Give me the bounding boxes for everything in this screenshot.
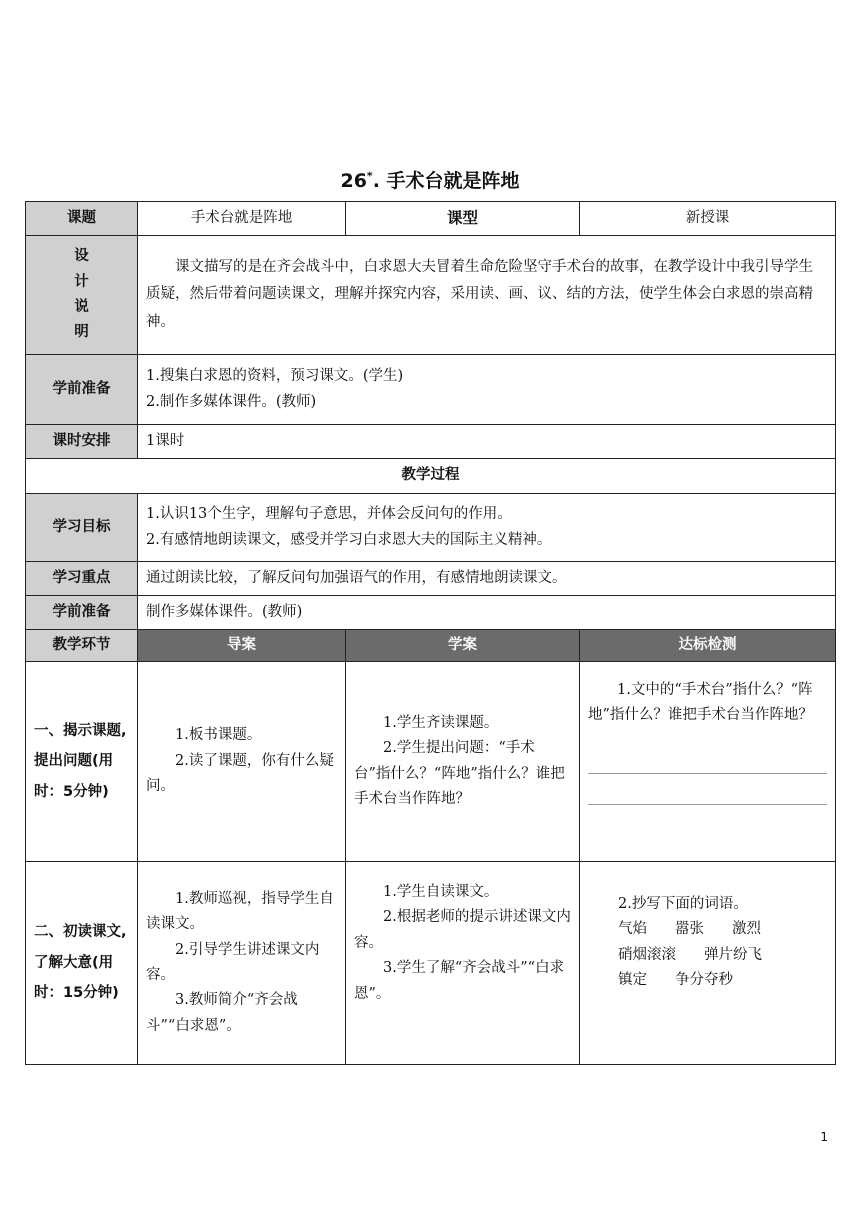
check-item: 2.抄写下面的词语。 bbox=[618, 896, 748, 912]
focus-value: 通过朗读比较，了解反问句加强语气的作用，有感情地朗读课文。 bbox=[138, 562, 836, 596]
guide-item: 3.教师简介“齐会战斗”“白求恩”。 bbox=[146, 992, 298, 1034]
word: 争分夺秒 bbox=[675, 972, 733, 989]
page-number: 1 bbox=[820, 1130, 828, 1144]
process-prep-label: 学前准备 bbox=[26, 596, 138, 630]
topic-value: 手术台就是阵地 bbox=[138, 202, 346, 236]
design-text: 课文描写的是在齐会战斗中，白求恩大夫冒着生命危险坚守手术台的故事，在教学设计中我引导学生质疑，然后带着问题读课文，理解并探究内容，采用读、画、议、结的方法，使学生体会白求恩的崇高精神。 bbox=[138, 236, 836, 355]
column-header-row bbox=[26, 630, 836, 662]
check-item: 1.文中的“手术台”指什么？“阵地”指什么？谁把手术台当作阵地？ bbox=[588, 682, 813, 724]
process-prep-value: 制作多媒体课件。(教师) bbox=[138, 596, 836, 630]
prep-list bbox=[138, 355, 836, 425]
stage-name: 二、初读课文,了解大意(用时：15分钟) bbox=[26, 862, 138, 1065]
guide-item: 1.板书课题。 bbox=[175, 727, 262, 744]
answer-line bbox=[588, 774, 827, 805]
word: 弹片纷飞 bbox=[704, 946, 762, 963]
topic-label: 课题 bbox=[26, 202, 138, 236]
stage-row-2 bbox=[26, 862, 836, 1065]
word: 镇定 bbox=[618, 972, 647, 989]
type-value: 新授课 bbox=[580, 202, 836, 236]
stage-guide bbox=[138, 862, 346, 1065]
prep-row bbox=[26, 355, 836, 425]
goal-item: 2.有感情地朗读课文，感受并学习白求恩大夫的国际主义精神。 bbox=[146, 531, 552, 548]
col-study: 学案 bbox=[346, 630, 580, 662]
word: 气焰 bbox=[618, 921, 647, 938]
prep-item: 1.搜集白求恩的资料，预习课文。(学生) bbox=[146, 368, 404, 385]
design-row bbox=[26, 236, 836, 355]
process-header: 教学过程 bbox=[26, 459, 836, 494]
type-label: 课型 bbox=[346, 202, 580, 236]
stage-check bbox=[580, 662, 836, 862]
stage-guide bbox=[138, 662, 346, 862]
study-item: 2.根据老师的提示讲述课文内容。 bbox=[354, 909, 571, 951]
schedule-value: 1课时 bbox=[138, 425, 836, 459]
col-stage: 教学环节 bbox=[26, 630, 138, 662]
word: 嚣张 bbox=[675, 921, 704, 938]
guide-item: 2.读了课题，你有什么疑问。 bbox=[146, 752, 334, 795]
col-check: 达标检测 bbox=[580, 630, 836, 662]
col-guide: 导案 bbox=[138, 630, 346, 662]
study-item: 1.学生齐读课题。 bbox=[383, 714, 499, 731]
goal-item: 1.认识13个生字，理解句子意思，并体会反问句的作用。 bbox=[146, 506, 512, 523]
goal-label: 学习目标 bbox=[26, 494, 138, 562]
stage-check bbox=[580, 862, 836, 1065]
stage-study bbox=[346, 862, 580, 1065]
answer-line bbox=[588, 743, 827, 774]
study-item: 1.学生自读课文。 bbox=[383, 884, 499, 900]
answer-lines bbox=[588, 743, 827, 805]
word: 激烈 bbox=[732, 921, 761, 938]
schedule-label: 课时安排 bbox=[26, 425, 138, 459]
study-item: 2.学生提出问题：“手术台”指什么？“阵地”指什么？谁把手术台当作阵地？ bbox=[354, 740, 565, 807]
prep-label: 学前准备 bbox=[26, 355, 138, 425]
lesson-plan-table bbox=[25, 201, 836, 1065]
prep-item: 2.制作多媒体课件。(教师) bbox=[146, 393, 317, 410]
process-header-row bbox=[26, 459, 836, 494]
study-item: 3.学生了解“齐会战斗”“白求恩”。 bbox=[354, 960, 565, 1002]
process-prep-row bbox=[26, 596, 836, 630]
goal-list bbox=[138, 494, 836, 562]
page-title: 26*. 手术台就是阵地 bbox=[340, 169, 520, 192]
guide-item: 1.教师巡视，指导学生自读课文。 bbox=[146, 890, 334, 933]
word-list bbox=[618, 917, 827, 993]
stage-row-1 bbox=[26, 662, 836, 862]
stage-name: 一、揭示课题,提出问题(用时：5分钟) bbox=[26, 662, 138, 862]
design-label: 设 计 说 明 bbox=[26, 236, 138, 355]
focus-label: 学习重点 bbox=[26, 562, 138, 596]
guide-item: 2.引导学生讲述课文内容。 bbox=[146, 941, 320, 983]
schedule-row bbox=[26, 425, 836, 459]
word: 硝烟滚滚 bbox=[618, 946, 676, 963]
stage-study bbox=[346, 662, 580, 862]
focus-row bbox=[26, 562, 836, 596]
topic-row bbox=[26, 202, 836, 236]
goal-row bbox=[26, 494, 836, 562]
